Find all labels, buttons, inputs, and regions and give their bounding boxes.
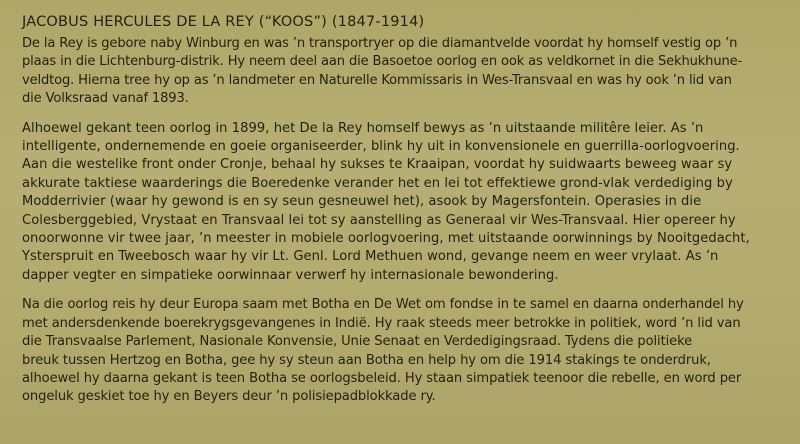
text-line: akkurate taktiese waarderings die Boeredenke verander het en lei tot effektiewe grond-vlak verdediging by bbox=[22, 175, 733, 191]
paragraph-war-career bbox=[22, 120, 770, 286]
text-line: dapper vegter en simpatieke oorwinnaar verwerf hy internasionale bewondering. bbox=[22, 267, 559, 283]
text-line: De la Rey is gebore naby Winburg en was ’n transportryer op die diamantvelde voordat hy homself vestig op ’n bbox=[22, 36, 738, 51]
text-line: breuk tussen Hertzog en Botha, gee hy sy steun aan Botha en help hy om die 1914 stakings te onderdruk, bbox=[22, 352, 711, 368]
paragraph-post-war bbox=[22, 296, 770, 406]
text-line: onoorwonne vir twee jaar, ’n meester in mobiele oorlogvoering, met uitstaande oorwinnings by Nooitgedacht, bbox=[22, 231, 750, 247]
paragraph-early-life bbox=[22, 35, 770, 109]
text-line: Na die oorlog reis hy deur Europa saam met Botha en De Wet om fondse in te samel en daarna onderhandel hy bbox=[22, 297, 744, 313]
text-line: plaas in die Lichtenburg-distrik. Hy neem deel aan die Basoetoe oorlog en ook as veldkornet in die Sekhukhune- bbox=[22, 54, 743, 70]
text-line: intelligente, ondernemende en goeie organiseerder, blink hy uit in konvensionele en guerrilla-oorlogvoering. bbox=[22, 139, 740, 155]
text-line: Aan die westelike front onder Cronje, behaal hy sukses te Kraaipan, voordat hy suidwaarts beweeg waar sy bbox=[22, 157, 733, 173]
text-line: Ysterspruit en Tweebosch waar hy vir Lt. Genl. Lord Methuen wond, gevange neem en weer vrylaat. As ’n bbox=[22, 249, 719, 265]
text-line: met andersdenkende boerekrygsgevangenes in Indië. Hy raak steeds meer betrokke in politiek, word ’n lid van bbox=[22, 315, 741, 331]
text-line: veldtog. Hierna tree hy op as ’n landmeter en Naturelle Kommissaris in Wes-Transvaal en was hy ook ’n lid van bbox=[22, 72, 732, 88]
text-line: die Volksraad vanaf 1893. bbox=[22, 91, 189, 107]
text-line: ongeluk geskiet toe hy en Beyers deur ’n polisiepadblokkade ry. bbox=[22, 389, 436, 405]
text-line: Modderrivier (waar hy gewond is en sy seun gesneuwel het), asook by Magersfontein. Operasies in die bbox=[22, 194, 702, 210]
text-line: die Transvaalse Parlement, Nasionale Konvensie, Unie Senaat en Verdedigingsraad. Tydens die politieke bbox=[22, 334, 693, 350]
text-line: Colesberggebied, Vrystaat en Transvaal lei tot sy aanstelling as Generaal vir Wes-Transvaal. Hier opereer hy bbox=[22, 212, 736, 228]
plaque-title: JACOBUS HERCULES DE LA REY (“KOOS”) (1847-1914) bbox=[22, 14, 425, 30]
text-line: Alhoewel gekant teen oorlog in 1899, het De la Rey homself bewys as ’n uitstaande militêre leier. As ’n bbox=[22, 120, 704, 136]
text-line: alhoewel hy daarna gekant is teen Botha se oorlogsbeleid. Hy staan simpatiek teenoor die rebelle, en word per bbox=[22, 370, 742, 386]
